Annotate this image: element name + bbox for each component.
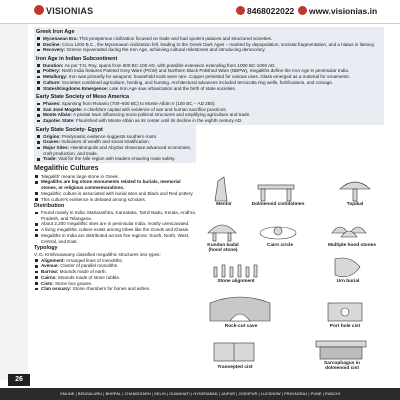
globe-icon — [298, 6, 307, 15]
logo — [34, 5, 93, 16]
section-megalithic — [34, 165, 196, 202]
label-transepted: Transepted cist — [217, 365, 253, 370]
section-typology — [34, 245, 196, 292]
left-gutter — [0, 24, 28, 380]
egypt-title: Early State Society- Egypt — [36, 126, 103, 133]
list-item: Cairns: Mounds made of stone rubble. — [34, 275, 196, 281]
list-item: Avenue: Cluster of parallel monoliths. — [34, 263, 196, 269]
label-urn-burial: Urn burial — [336, 279, 360, 284]
list-item: Origins: Predynastic evidence suggests southern roots. — [36, 134, 194, 140]
list-item: Megaliths in India are distributed across five regions: South, North, West, Central, and East. — [34, 233, 196, 244]
list-item: States/Kingdoms Emergence: Late Iron Age saw urbanization and the birth of state societies. — [36, 86, 382, 92]
megalithic-title: Megalithic Cultures — [34, 165, 99, 173]
label-sarcophagus: Sarcophagus in dolmenoid cist — [324, 361, 360, 371]
distribution-title: Distribution — [34, 203, 65, 210]
label-multiple-hood: Multiple hood stones — [328, 243, 376, 248]
label-menhir: Menhir — [216, 202, 232, 207]
list-item: Megaliths are big stone monuments related to burials, memorial stones, or religious commemorations. — [34, 179, 196, 190]
label-dolmenoid: Dolmenoid cist/dolmen — [251, 202, 305, 207]
section-meso — [34, 92, 384, 125]
list-item: Phases: Spanning from Rosario (700–500 BC) to Monte Albán II (100 BC – AD 250). — [36, 101, 382, 107]
list-item: Alignment: Arranged lines of menoliths. — [34, 258, 196, 264]
list-item: Trade: Vital for the Nile region with leaders ensuring route safety. — [36, 156, 194, 162]
list-item: Zapotec State: Flourished with Monte Albán as its center until its decline in the eighth century AD. — [36, 118, 382, 124]
typology-title: Typology — [34, 245, 58, 252]
list-item: Monte Albán: A pivotal town influencing socio-political structures and amplifying agriculture and trade. — [36, 112, 382, 118]
list-item: Decline: Circa 1200 B.C., the Mycenaean civilization fell, leading to the Greek Dark Ages – marked by depopulation, societal fragmentation, and a hiatus in literacy. — [36, 42, 382, 48]
menhir-figure — [215, 177, 227, 201]
section-indian — [34, 54, 384, 92]
list-item: Duration: As per T.N. Roy, spans from 600 BC-100 AD, with possible extension extending from 1000 BC-1000 AD. — [36, 63, 382, 69]
list-item: Megalithic culture is associated with burial sites and Black and Red pottery. — [34, 191, 196, 197]
phone-number — [236, 6, 294, 16]
label-stone-alignment: Stone alignment — [217, 279, 255, 284]
label-cairn-circle: Cairn circle — [266, 243, 294, 248]
website — [298, 6, 377, 16]
section-distribution — [34, 203, 196, 244]
dolmen-capstone — [258, 185, 294, 189]
list-item: San José Mogote: A chiefdom capital with evidence of war and human sacrifice practices. — [36, 107, 382, 113]
list-item: Recovery: Greece rejuvenated during the Iron Age, achieving cultural milestones and introducing democracy. — [36, 47, 382, 53]
list-item: About 2,200 megalithic sites are in peninsular India, mostly unexcavated. — [34, 221, 196, 227]
indian-title: Iron Age in Indian Subcontinent — [36, 55, 118, 62]
phone-icon — [236, 6, 245, 15]
list-item: Metallurgy: Iron was primarily for weapons; household tools were rare. Copper persisted for various uses. Glass emerged as a material for ornaments. — [36, 74, 382, 80]
website-text: www.visionias.in — [309, 6, 378, 16]
megalith-figure-panel — [200, 173, 384, 377]
phone-text: 8468022022 — [247, 6, 295, 16]
label-port-hole: Port hole cist — [329, 324, 361, 329]
footer-cities: ONLINE | BENGALURU | BHOPAL | CHANDIGARH | DELHI | GUWAHATI | HYDERABAD | JAIPUR | JODHPUR | LUCKNOW | PRAYAGRAJ | PUNE | RANCHI — [0, 388, 400, 400]
list-item: A living megalithic culture exists among tribes like the Gonds and Khasis. — [34, 227, 196, 233]
list-item: Graves: Indicators of wealth and social stratification. — [36, 139, 194, 145]
section-egypt — [34, 125, 196, 163]
page-header — [0, 0, 400, 24]
list-item: Major Sites: Hierakonpolis and Abydos showcase advanced economies, craft production, and trade. — [36, 145, 194, 156]
logo-icon — [34, 5, 44, 15]
greek-title: Greek Iron Age — [36, 29, 75, 35]
label-topikal: Topikal — [346, 202, 364, 207]
list-item: This culture's existence is debated among scholars. — [34, 197, 196, 203]
list-item: Clan ossuary: Stone chambers for bones and ashes. — [34, 286, 196, 292]
page-number: 26 — [8, 374, 30, 386]
label-kundan-kadal: Kundan kadal (hood stone) — [207, 243, 239, 253]
list-item: Pottery: North India features Painted Grey Ware (PGW) and Northern Black Polished Ware (NBPW), megaliths define the Iron Age in peninsular India. — [36, 68, 382, 74]
meso-title: Early State Society of Meso America — [36, 94, 129, 101]
logo-text: VISIONIAS — [46, 6, 94, 16]
typology-intro: V. D. Krishnaswamy classified megalithic structures into types: — [34, 252, 161, 258]
list-item: 'Megalith' means large stone in Greek. — [34, 174, 196, 180]
list-item: Found mainly in India: Maharashtra, Karnataka, Tamil Nadu, Kerala, Andhra Pradesh, and Telangana. — [34, 210, 196, 221]
list-item: Barrow: Mounds made of earth. — [34, 269, 196, 275]
list-item: Cists: Stone box graves. — [34, 281, 196, 287]
label-rock-cut: Rock-cut cave — [224, 324, 258, 329]
list-item: Mycenaean Era: This prosperous civilization focused on trade and had opulent palaces and structured societies. — [36, 36, 382, 42]
section-greek — [34, 27, 384, 54]
list-item: Culture: Societies combined agriculture, herding, and hunting. Architectural advances included terracotta ring wells, fortifications, and coinage. — [36, 80, 382, 86]
